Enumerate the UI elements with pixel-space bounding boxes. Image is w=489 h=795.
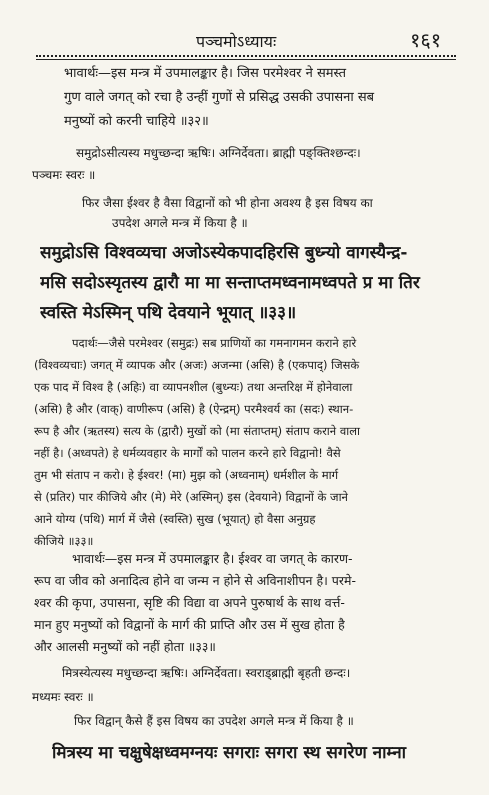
text-line: भावार्थः—इस मन्त्र में उपमालङ्कार है। जिस परमेश्वर ने समस्त — [64, 66, 347, 81]
text-line: (असि) है और (वाक्) वाणीरूप (असि) है (ऐन्द्रम्) परमैश्वर्य का (सदः) स्थान- — [34, 402, 354, 416]
text-line: मित्रस्येत्यस्य मधुच्छन्दा ऋषिः। अग्निर्देवता। स्वराड्ब्राह्मी बृहती छन्दः। — [62, 666, 351, 680]
mantra-33 — [40, 238, 460, 328]
rishi-devata-line-2 — [62, 662, 472, 684]
text-line: फिर विद्वान् कैसे हैं इस विषय का उपदेश अगले मन्त्र में किया है ॥ — [74, 714, 354, 728]
mantra-34 — [52, 738, 472, 768]
padartha-33 — [34, 332, 462, 552]
chapter-title: पञ्चमोऽध्यायः — [196, 32, 277, 51]
text-line: रूप है और (ऋतस्य) सत्य के (द्वारौ) मुखों को (मा संताप्तम्) संताप कराने वाला — [34, 424, 360, 438]
mantra-line: मसि सदोऽस्यृतस्य द्वारौ मा मा सन्ताप्तमध्वनामध्वपते प्र मा तिर — [40, 273, 420, 293]
text-line: गुण वाले जगत् को रचा है उन्हीं गुणों से प्रसिद्ध उसकी उपासना सब — [64, 90, 375, 105]
header-rule-dotted — [36, 55, 456, 57]
rishi-devata-line — [76, 142, 474, 164]
intro-34 — [74, 710, 474, 732]
text-line: एक पाद में विश्व है (अहिः) वा व्यापनशील (बुध्न्यः) तथा अन्तरिक्ष में होनेवाला — [34, 380, 353, 394]
text-line: रूप वा जीव को अनादित्व होने वा जन्म न होने से अविनाशीपन है। परमे- — [34, 573, 357, 588]
bhavartha-32 — [64, 62, 462, 134]
text-line: नहीं है। (अध्वपते) हे धर्मव्यवहार के मार्गों को पालन करने हारे विद्वानो! वैसे — [34, 446, 341, 460]
text-line: पञ्चमः स्वरः ॥ — [32, 168, 96, 182]
mantra-line: मित्रस्य मा चक्षुषेक्षध्वमग्नयः सगराः सगरा स्थ सगरेण नाम्ना — [52, 743, 407, 763]
text-line: तुम भी संताप न करो। हे ईश्वर! (मा) मुझ को (अध्वनाम्) धर्मशील के मार्ग — [34, 468, 339, 482]
svara-line — [32, 164, 430, 186]
text-line: कीजिये ॥३३॥ — [34, 534, 94, 548]
text-line: से (प्रतिर) पार कीजिये और (मे) मेरे (अस्मिन्) इस (देवयाने) विद्वानों के जाने — [34, 490, 348, 504]
mantra-line: स्वस्ति मेऽस्मिन् पथि देवयाने भूयात् ॥३३॥ — [40, 303, 297, 323]
svara-line-2 — [32, 686, 430, 708]
bhavartha-33 — [34, 548, 462, 658]
intro-33 — [82, 193, 462, 233]
text-line: पदार्थः—जैसे परमेश्वर (समुद्रः) सब प्राणियों का गमनागमन कराने हारे — [72, 336, 357, 350]
page-number: १६१ — [410, 28, 442, 52]
text-line: फिर जैसा ईश्वर है वैसा विद्वानों को भी होना अवश्य है इस विषय का — [82, 196, 373, 210]
mantra-line: समुद्रोऽसि विश्वव्यचा अजोऽस्येकपादहिरसि बुध्न्यो वागस्यैन्द्र- — [40, 243, 408, 263]
text-line: भावार्थः—इस मन्त्र में उपमालङ्कार है। ईश्वर वा जगत् के कारण- — [72, 551, 353, 566]
text-line: मध्यमः स्वरः ॥ — [32, 690, 94, 704]
header-rule — [36, 59, 456, 60]
text-line: समुद्रोऽसीत्यस्य मधुच्छन्दा ऋषिः। अग्निर्देवता। ब्राह्मी पङ्क्तिश्छन्दः। — [76, 146, 361, 160]
text-line: उपदेश अगले मन्त्र में किया है ॥ — [112, 216, 248, 230]
text-line: और आलसी मनुष्यों को नहीं होता ॥३३॥ — [34, 639, 216, 654]
text-line: आने योग्य (पथि) मार्ग में जैसे (स्वस्ति) सुख (भूयात्) हो वैसा अनुग्रह — [34, 512, 316, 526]
text-line: (विश्वव्यचाः) जगत् में व्यापक और (अजः) अजन्मा (असि) है (एकपाद्) जिसके — [34, 358, 360, 372]
text-line: मान हुए मनुष्यों को विद्वानों के मार्ग की प्राप्ति और उस में सुख होता है — [34, 617, 345, 632]
text-line: मनुष्यों को करनी चाहिये ॥३२॥ — [64, 114, 209, 129]
text-line: श्वर की कृपा, उपासना, सृष्टि की विद्या वा अपने पुरुषार्थ के साथ वर्त्त- — [34, 595, 345, 610]
